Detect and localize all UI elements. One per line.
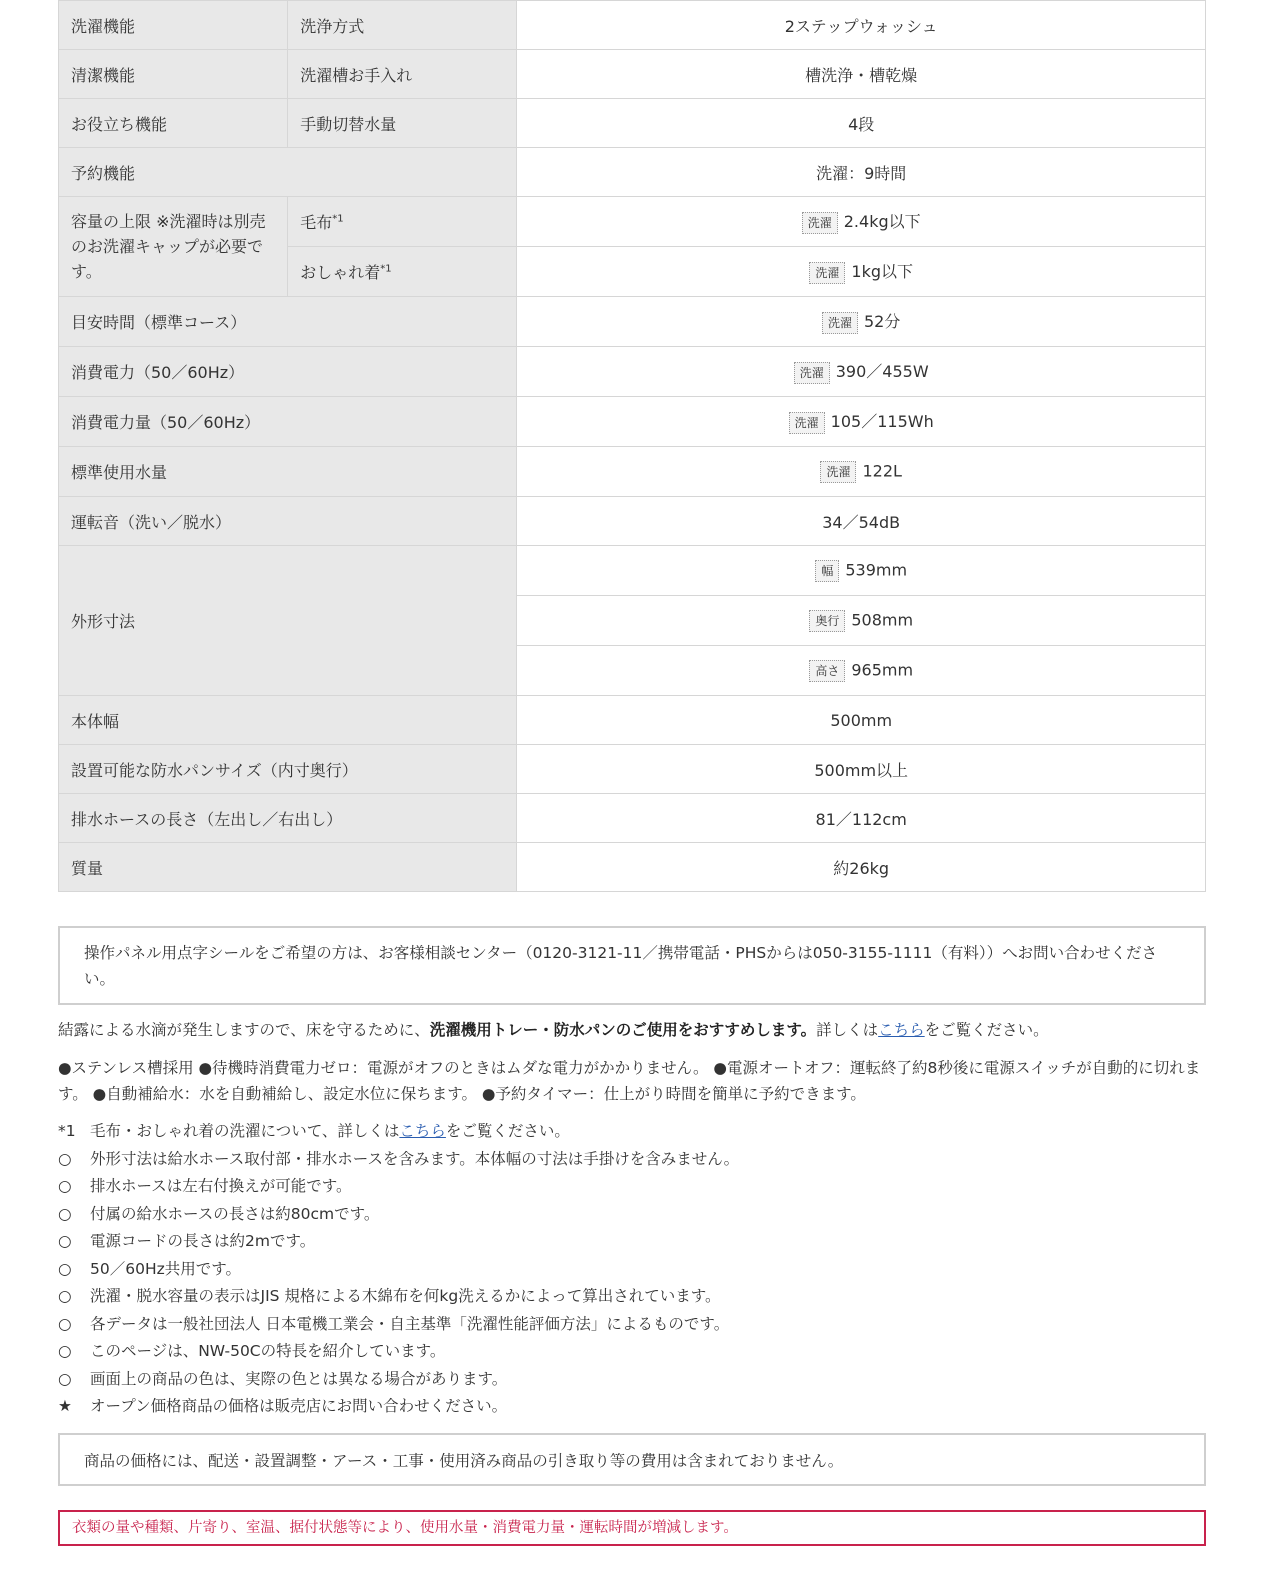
list-item <box>58 1118 1206 1146</box>
list-item <box>58 1338 1206 1366</box>
row-value <box>517 197 1206 247</box>
note-text: 各データは一般社団法人 日本電機工業会・自主基準「洗濯性能評価方法」によるものです。 <box>90 1314 730 1333</box>
row-label: 外形寸法 <box>59 546 517 696</box>
table-row <box>59 347 1206 397</box>
row-label: 本体幅 <box>59 696 517 745</box>
note-text: 毛布・おしゃれ着の洗濯について、詳しくは <box>90 1122 400 1140</box>
list-item <box>58 1283 1206 1311</box>
note-text: 付属の給水ホースの長さは約80cmです。 <box>90 1204 380 1223</box>
note-text: オープン価格商品の価格は販売店にお問い合わせください。 <box>90 1397 508 1415</box>
price-notice-box <box>58 1433 1206 1486</box>
list-item <box>58 1311 1206 1339</box>
list-item <box>58 1201 1206 1229</box>
capacity-label-text: 容量の上限 ※洗濯時は別売のお洗濯キャップが必要です。 <box>71 212 266 281</box>
list-item <box>58 1256 1206 1284</box>
condensation-link[interactable]: こちら <box>878 1021 925 1039</box>
row-value: 約26kg <box>517 843 1206 892</box>
circle-bullet-icon: ○ <box>58 1287 72 1305</box>
row-value: 2ステップウォッシュ <box>517 1 1206 50</box>
wash-tag: 洗濯 <box>789 412 825 434</box>
condensation-bold: 洗濯機用トレー・防水パンのご使用をおすすめします。 <box>429 1021 817 1039</box>
list-item <box>58 1393 1206 1421</box>
row-value <box>517 546 1206 596</box>
note-text: 50／60Hz共用です。 <box>90 1259 241 1278</box>
value-text: 390／455W <box>835 362 929 382</box>
row-label: 質量 <box>59 843 517 892</box>
row-value <box>517 646 1206 696</box>
row-value <box>517 447 1206 497</box>
table-row <box>59 148 1206 197</box>
row-sublabel: 洗浄方式 <box>288 1 517 50</box>
row-value: 81／112cm <box>517 794 1206 843</box>
spec-section <box>58 0 1206 892</box>
table-row <box>59 1 1206 50</box>
table-row <box>59 794 1206 843</box>
circle-bullet-icon: ○ <box>58 1232 72 1250</box>
star-bullet-icon: ★ <box>58 1397 72 1415</box>
circle-bullet-icon: ○ <box>58 1369 72 1388</box>
note-text-post: をご覧ください。 <box>445 1122 570 1140</box>
price-notice-text: 商品の価格には、配送・設置調整・アース・工事・使用済み商品の引き取り等の費用は含まれておりません。 <box>84 1452 844 1470</box>
table-row <box>59 745 1206 794</box>
row-label: 標準使用水量 <box>59 447 517 497</box>
table-row <box>59 197 1206 247</box>
table-row <box>59 843 1206 892</box>
row-value: 500mm以上 <box>517 745 1206 794</box>
warning-box <box>58 1510 1206 1546</box>
warning-text: 衣類の量や種類、片寄り、室温、据付状態等により、使用水量・消費電力量・運転時間が増減します。 <box>72 1520 738 1536</box>
row-value <box>517 596 1206 646</box>
footnote-mark: *1 <box>380 263 392 275</box>
row-label: 排水ホースの長さ（左出し／右出し） <box>59 794 517 843</box>
row-value: 500mm <box>517 696 1206 745</box>
note-text: このページは、NW-50Cの特長を紹介しています。 <box>90 1342 446 1360</box>
wash-tag: 洗濯 <box>794 362 830 384</box>
value-text: 52分 <box>864 312 901 332</box>
row-value: 4段 <box>517 99 1206 148</box>
note-text: 電源コードの長さは約2mです。 <box>90 1232 316 1250</box>
row-sublabel <box>288 197 517 247</box>
row-label: 運転音（洗い／脱水） <box>59 497 517 546</box>
table-row <box>59 50 1206 99</box>
row-value <box>517 397 1206 447</box>
footnote-mark: *1 <box>58 1122 76 1140</box>
value-text: 1kg以下 <box>851 262 913 282</box>
note-text: 排水ホースは左右付換えが可能です。 <box>90 1177 352 1195</box>
table-row <box>59 546 1206 596</box>
row-label: 設置可能な防水パンサイズ（内寸奥行） <box>59 745 517 794</box>
list-item <box>58 1366 1206 1394</box>
row-value <box>517 297 1206 347</box>
table-row <box>59 297 1206 347</box>
value-text: 508mm <box>851 610 914 629</box>
list-item <box>58 1146 1206 1174</box>
table-row <box>59 696 1206 745</box>
circle-bullet-icon: ○ <box>58 1342 72 1360</box>
blanket-label: 毛布 <box>300 213 333 232</box>
list-item <box>58 1228 1206 1256</box>
fashion-label: おしゃれ着 <box>300 263 381 282</box>
row-sublabel <box>288 247 517 297</box>
row-label: 消費電力量（50／60Hz） <box>59 397 517 447</box>
circle-bullet-icon: ○ <box>58 1204 72 1223</box>
row-label: 洗濯機能 <box>59 1 288 50</box>
table-row <box>59 397 1206 447</box>
row-value <box>517 247 1206 297</box>
note-text: 画面上の商品の色は、実際の色とは異なる場合があります。 <box>90 1369 508 1388</box>
value-text: 965mm <box>851 660 914 679</box>
note-text: 外形寸法は給水ホース取付部・排水ホースを含みます。本体幅の寸法は手掛けを含みません。 <box>90 1149 740 1168</box>
condensation-note <box>58 1017 1206 1043</box>
value-text: 122L <box>862 461 902 480</box>
row-label: 目安時間（標準コース） <box>59 297 517 347</box>
spec-table <box>58 0 1206 892</box>
row-value <box>517 347 1206 397</box>
depth-tag: 奥行 <box>809 610 845 632</box>
circle-bullet-icon: ○ <box>58 1149 72 1168</box>
row-label: 予約機能 <box>59 148 517 197</box>
footnote-link[interactable]: こちら <box>399 1122 446 1140</box>
row-value: 洗濯：9時間 <box>517 148 1206 197</box>
width-tag: 幅 <box>815 560 839 582</box>
value-text: 539mm <box>845 560 908 579</box>
value-text: 105／115Wh <box>830 412 934 432</box>
table-row <box>59 447 1206 497</box>
condensation-post: をご覧ください。 <box>924 1021 1049 1039</box>
list-item <box>58 1173 1206 1201</box>
capacity-label <box>59 197 288 297</box>
wash-tag: 洗濯 <box>802 212 838 234</box>
condensation-pre: 結露による水滴が発生しますので、床を守るために、 <box>58 1021 430 1039</box>
condensation-mid: 詳しくは <box>816 1021 879 1039</box>
height-tag: 高さ <box>809 660 845 682</box>
row-label: 清潔機能 <box>59 50 288 99</box>
braille-notice-text: 操作パネル用点字シールをご希望の方は、お客様相談センター（0120-3121-11／携帯電話・PHSからは050-3155-1111（有料））へお問い合わせください。 <box>84 944 1158 988</box>
wash-tag: 洗濯 <box>820 461 856 483</box>
row-sublabel: 手動切替水量 <box>288 99 517 148</box>
circle-bullet-icon: ○ <box>58 1177 72 1195</box>
table-row <box>59 99 1206 148</box>
circle-bullet-icon: ○ <box>58 1314 72 1333</box>
features-text: ●ステンレス槽採用 ●待機時消費電力ゼロ：電源がオフのときはムダな電力がかかりません。 ●電源オートオフ：運転終了約8秒後に電源スイッチが自動的に切れます。 ●自動補給水：水を自動補給し、設定水位に保ちます。 ●予約タイマー：仕上がり時間を簡単に予約できます。 <box>58 1059 1201 1103</box>
row-label: お役立ち機能 <box>59 99 288 148</box>
footnote-mark: *1 <box>332 213 344 225</box>
row-value: 34／54dB <box>517 497 1206 546</box>
row-value: 槽洗浄・槽乾燥 <box>517 50 1206 99</box>
braille-notice-box <box>58 926 1206 1005</box>
row-sublabel: 洗濯槽お手入れ <box>288 50 517 99</box>
wash-tag: 洗濯 <box>809 262 845 284</box>
value-text: 2.4kg以下 <box>843 212 921 232</box>
table-row <box>59 497 1206 546</box>
note-text: 洗濯・脱水容量の表示はJIS 規格による木綿布を何kg洗えるかによって算出されています。 <box>90 1287 721 1305</box>
footnote-list <box>58 1118 1206 1421</box>
row-label: 消費電力（50／60Hz） <box>59 347 517 397</box>
circle-bullet-icon: ○ <box>58 1259 72 1278</box>
wash-tag: 洗濯 <box>822 312 858 334</box>
